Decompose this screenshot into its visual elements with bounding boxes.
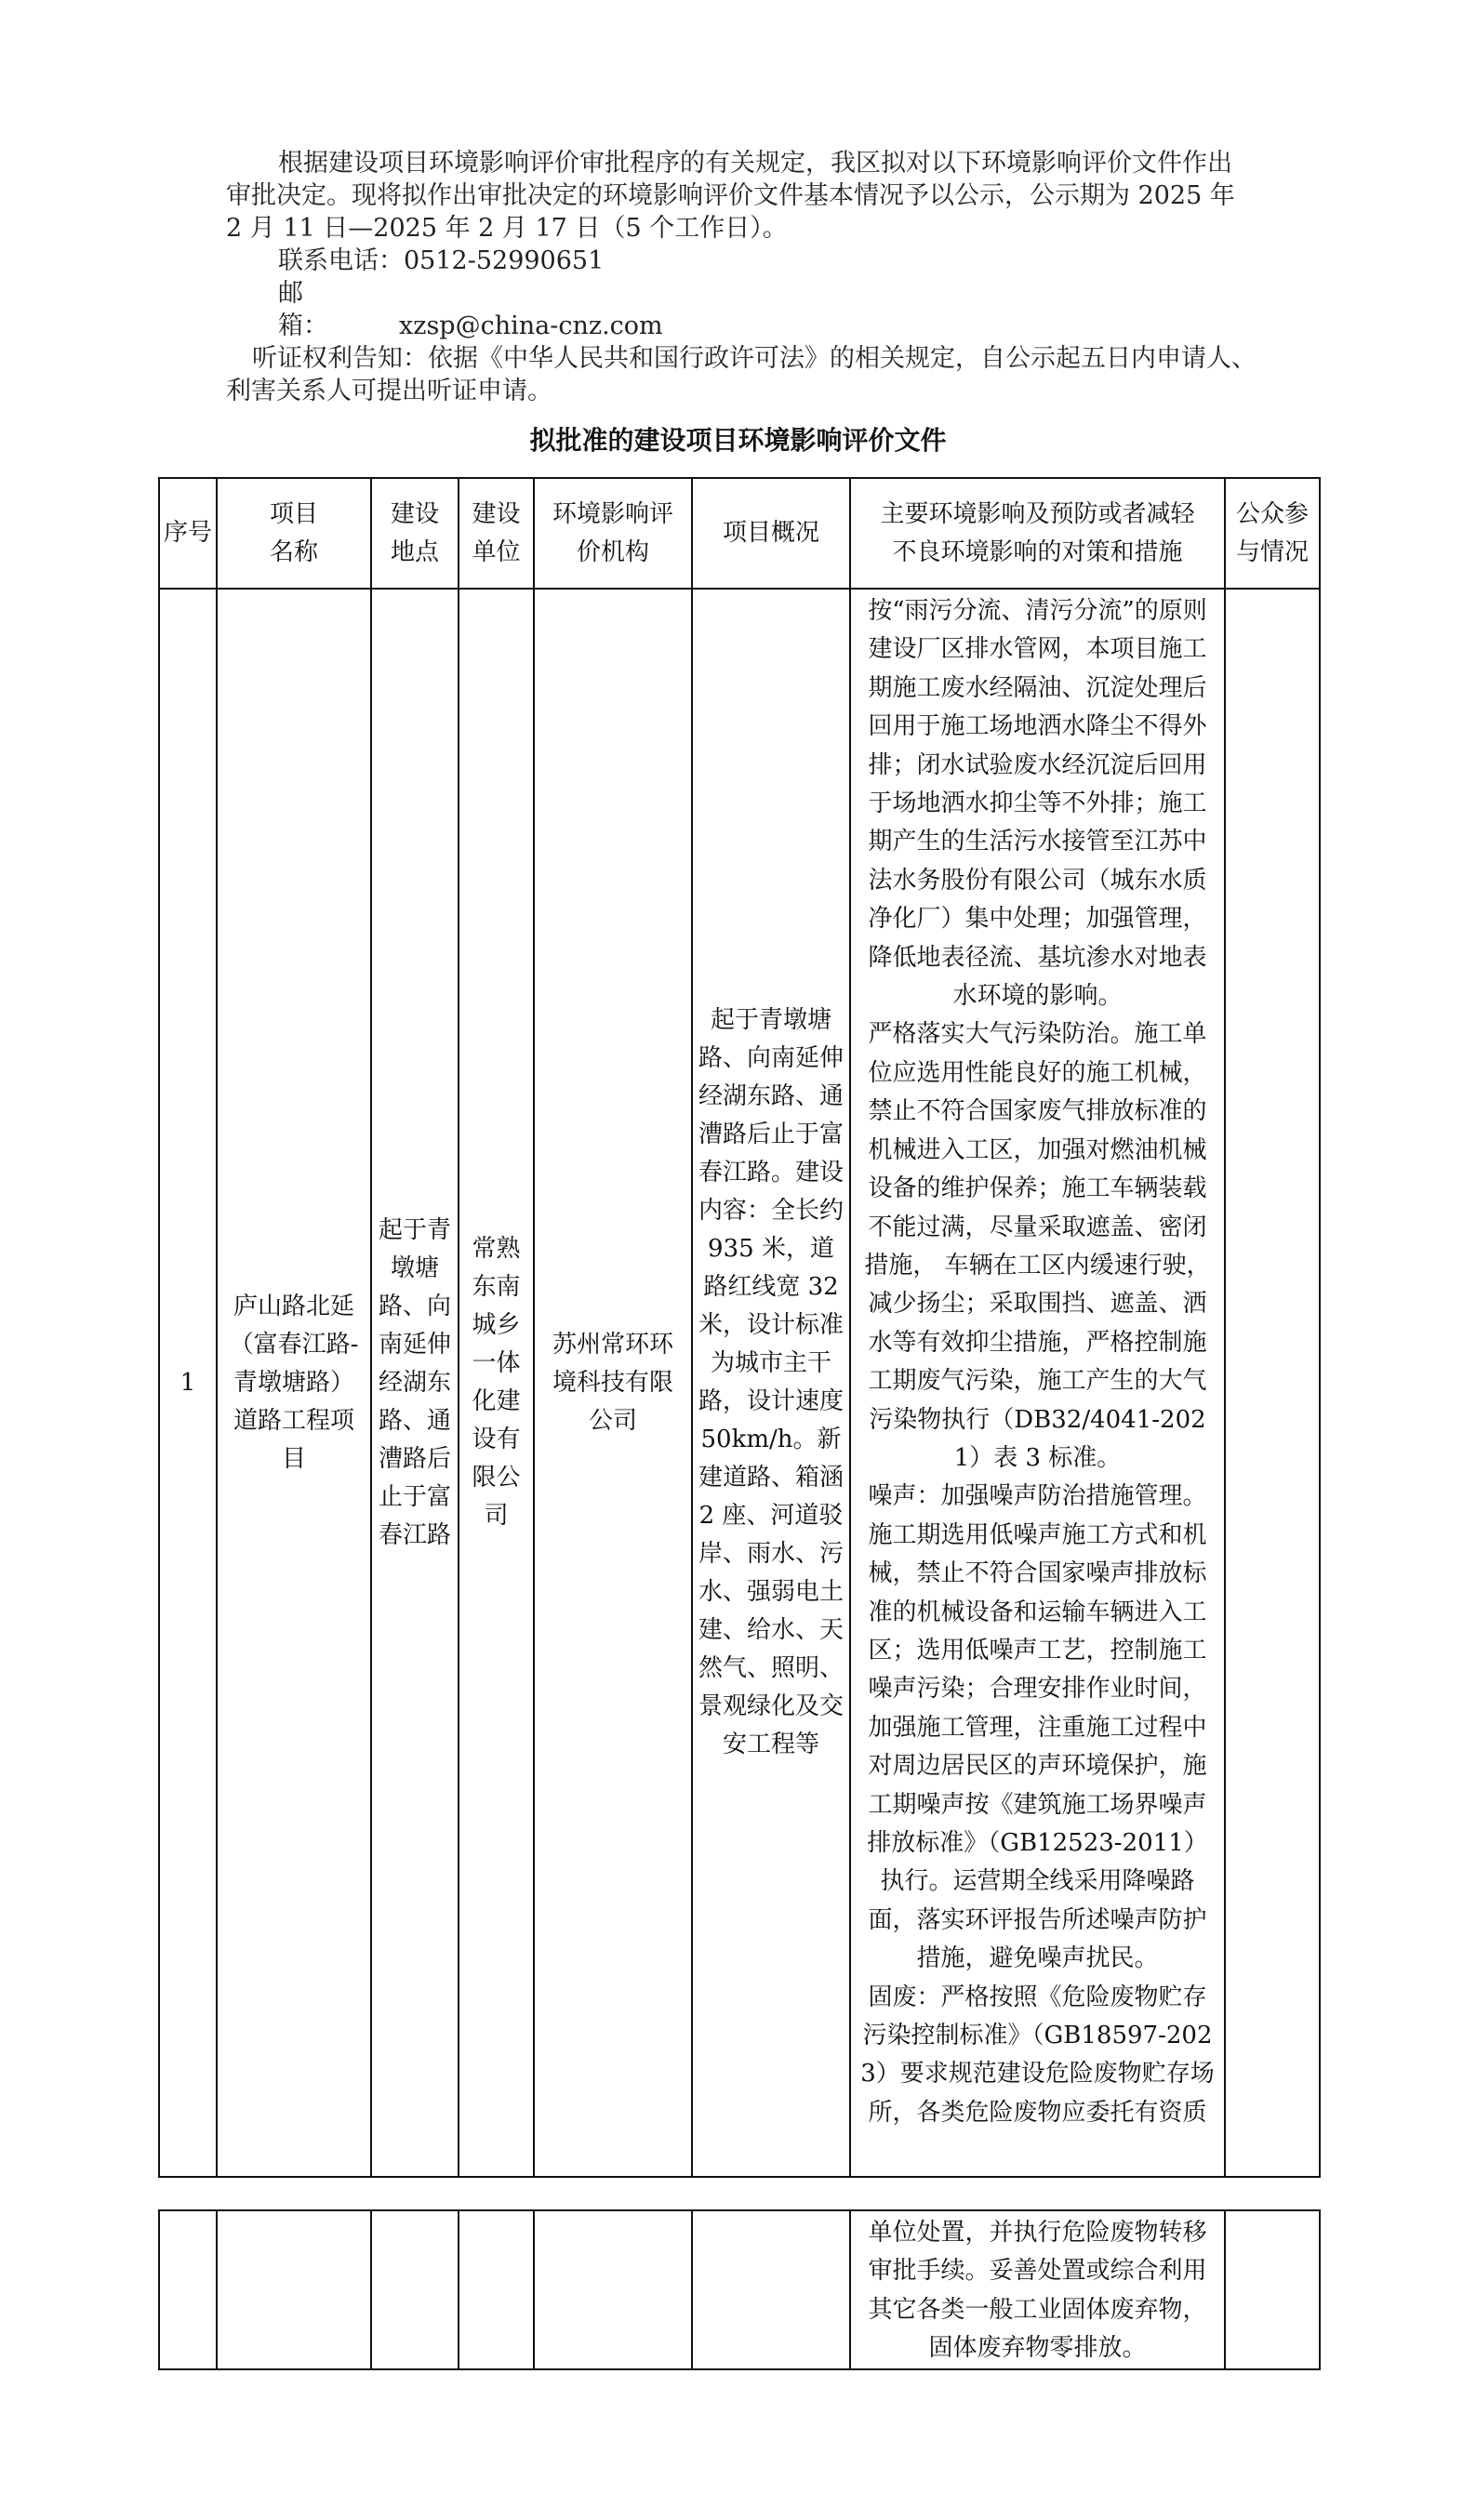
table-title: 拟批准的建设项目环境影响评价文件 [529,425,947,456]
phone-number: 0512-52990651 [404,246,605,275]
measures-noise: 噪声：加强噪声防治措施管理。施工期选用低噪声施工方式和机械，禁止不符合国家噪声排放标准的机械设备和运输车辆进入工区；选用低噪声工艺，控制施工噪声污染；合理安排作业时间，加强施工管理，注重施工过程中对周边居民区的声环境保护，施工期噪声按《建筑施工场界噪声排放标准》（GB12523-2011）执行。运营期全线采用降噪路面，落实环评报告所述噪声防护措施，避免噪声扰民。 [867,1482,1208,1973]
email-address: xzsp@china-cnz.com [399,312,663,340]
measures-water: 按“雨污分流、清污分流”的原则建设厂区排水管网，本项目施工期施工废水经隔油、沉淀处理后回用于施工场地洒水降尘不得外排；闭水试验废水经沉淀后回用于场地洒水抑尘等不外排；施工期产生的生活污水接管至江苏中法水务股份有限公司（城东水质净化厂）集中处理；加强管理，降低地表径流、基坑渗水对地表水环境的影响。 [868,597,1207,1011]
table-row-continuation [159,2210,1320,2369]
header-builder: 建设 单位 [459,478,534,589]
eia-table-continuation [158,2209,1321,2370]
cont-cell-builder [459,2210,534,2369]
cell-overview: 起于青墩塘路、向南延伸经湖东路、通漕路后止于富春江路。建设内容：全长约 935 米，道路红线宽 32 米，设计标准为城市主干路，设计速度 50km/h。新建道路、箱涵 2 座、河道驳岸、雨水、污水、强弱电土建、给水、天然气、照明、景观绿化及交安工程等 [692,589,850,2177]
phone-label: 联系电话： [278,246,404,275]
cell-location: 起于青墩塘路、向南延伸经湖东路、通漕路后止于富春江路 [371,589,459,2177]
cont-cell-index [159,2210,217,2369]
intro-paragraph: 根据建设项目环境影响评价审批程序的有关规定，我区拟对以下环境影响评价文件作出审批决定。现将拟作出审批决定的环境影响评价文件基本情况予以公示，公示期为 2025 年 2 月 11 日—2025 年 2 月 17 日（5 个工作日）。 [226,149,1235,243]
cont-cell-location [371,2210,459,2369]
measures-solid-waste: 固废：严格按照《危险废物贮存污染控制标准》（GB18597-2023）要求规范建设危险废物贮存场所，各类危险废物应委托有资质 [860,1983,1215,2127]
header-location: 建设 地点 [371,478,459,589]
intro-section [226,147,1257,407]
eia-table [158,477,1321,2178]
email-label: 邮 箱： [278,279,353,340]
cont-cell-eia-agency [534,2210,692,2369]
cell-builder: 常熟东南城乡一体化建设有限公司 [459,589,534,2177]
cell-project-name: 庐山路北延（富春江路-青墩塘路）道路工程项目 [217,589,371,2177]
phone-line [226,245,1257,277]
header-project-name: 项目 名称 [217,478,371,589]
cont-cell-measures [850,2210,1225,2369]
cell-public-participation [1225,589,1320,2177]
header-overview: 项目概况 [692,478,850,589]
cont-cell-project-name [217,2210,371,2369]
cont-cell-overview [692,2210,850,2369]
cell-eia-agency: 苏州常环环境科技有限公司 [534,589,692,2177]
email-line [226,277,1257,342]
table-header-row [159,478,1320,589]
cell-index: 1 [159,589,217,2177]
header-index: 序号 [159,478,217,589]
hearing-notice: 听证权利告知：依据《中华人民共和国行政许可法》的相关规定，自公示起五日内申请人、利害关系人可提出听证申请。 [226,344,1257,405]
measures-air: 严格落实大气污染防治。施工单位应选用性能良好的施工机械，禁止不符合国家废气排放标准的机械进入工区，加强对燃油机械设备的维护保养；施工车辆装载不能过满，尽量采取遮盖、密闭措施， 车辆在工区内缓速行驶，减少扬尘；采取围挡、遮盖、洒水等有效抑尘措施，严格控制施工期废气污染，施工产生的大气污染物执行（DB32/4041-2021）表 3 标准。 [864,1020,1211,1472]
measures-solid-waste-continued: 单位处置，并执行危险废物转移审批手续。妥善处置或综合利用其它各类一般工业固体废弃物，固体废弃物零排放。 [868,2219,1207,2363]
header-public-participation: 公众参 与情况 [1225,478,1320,589]
header-eia-agency: 环境影响评 价机构 [534,478,692,589]
cont-cell-public-participation [1225,2210,1320,2369]
header-measures: 主要环境影响及预防或者减轻 不良环境影响的对策和措施 [850,478,1225,589]
cell-measures [850,589,1225,2177]
table-row [159,589,1320,2177]
